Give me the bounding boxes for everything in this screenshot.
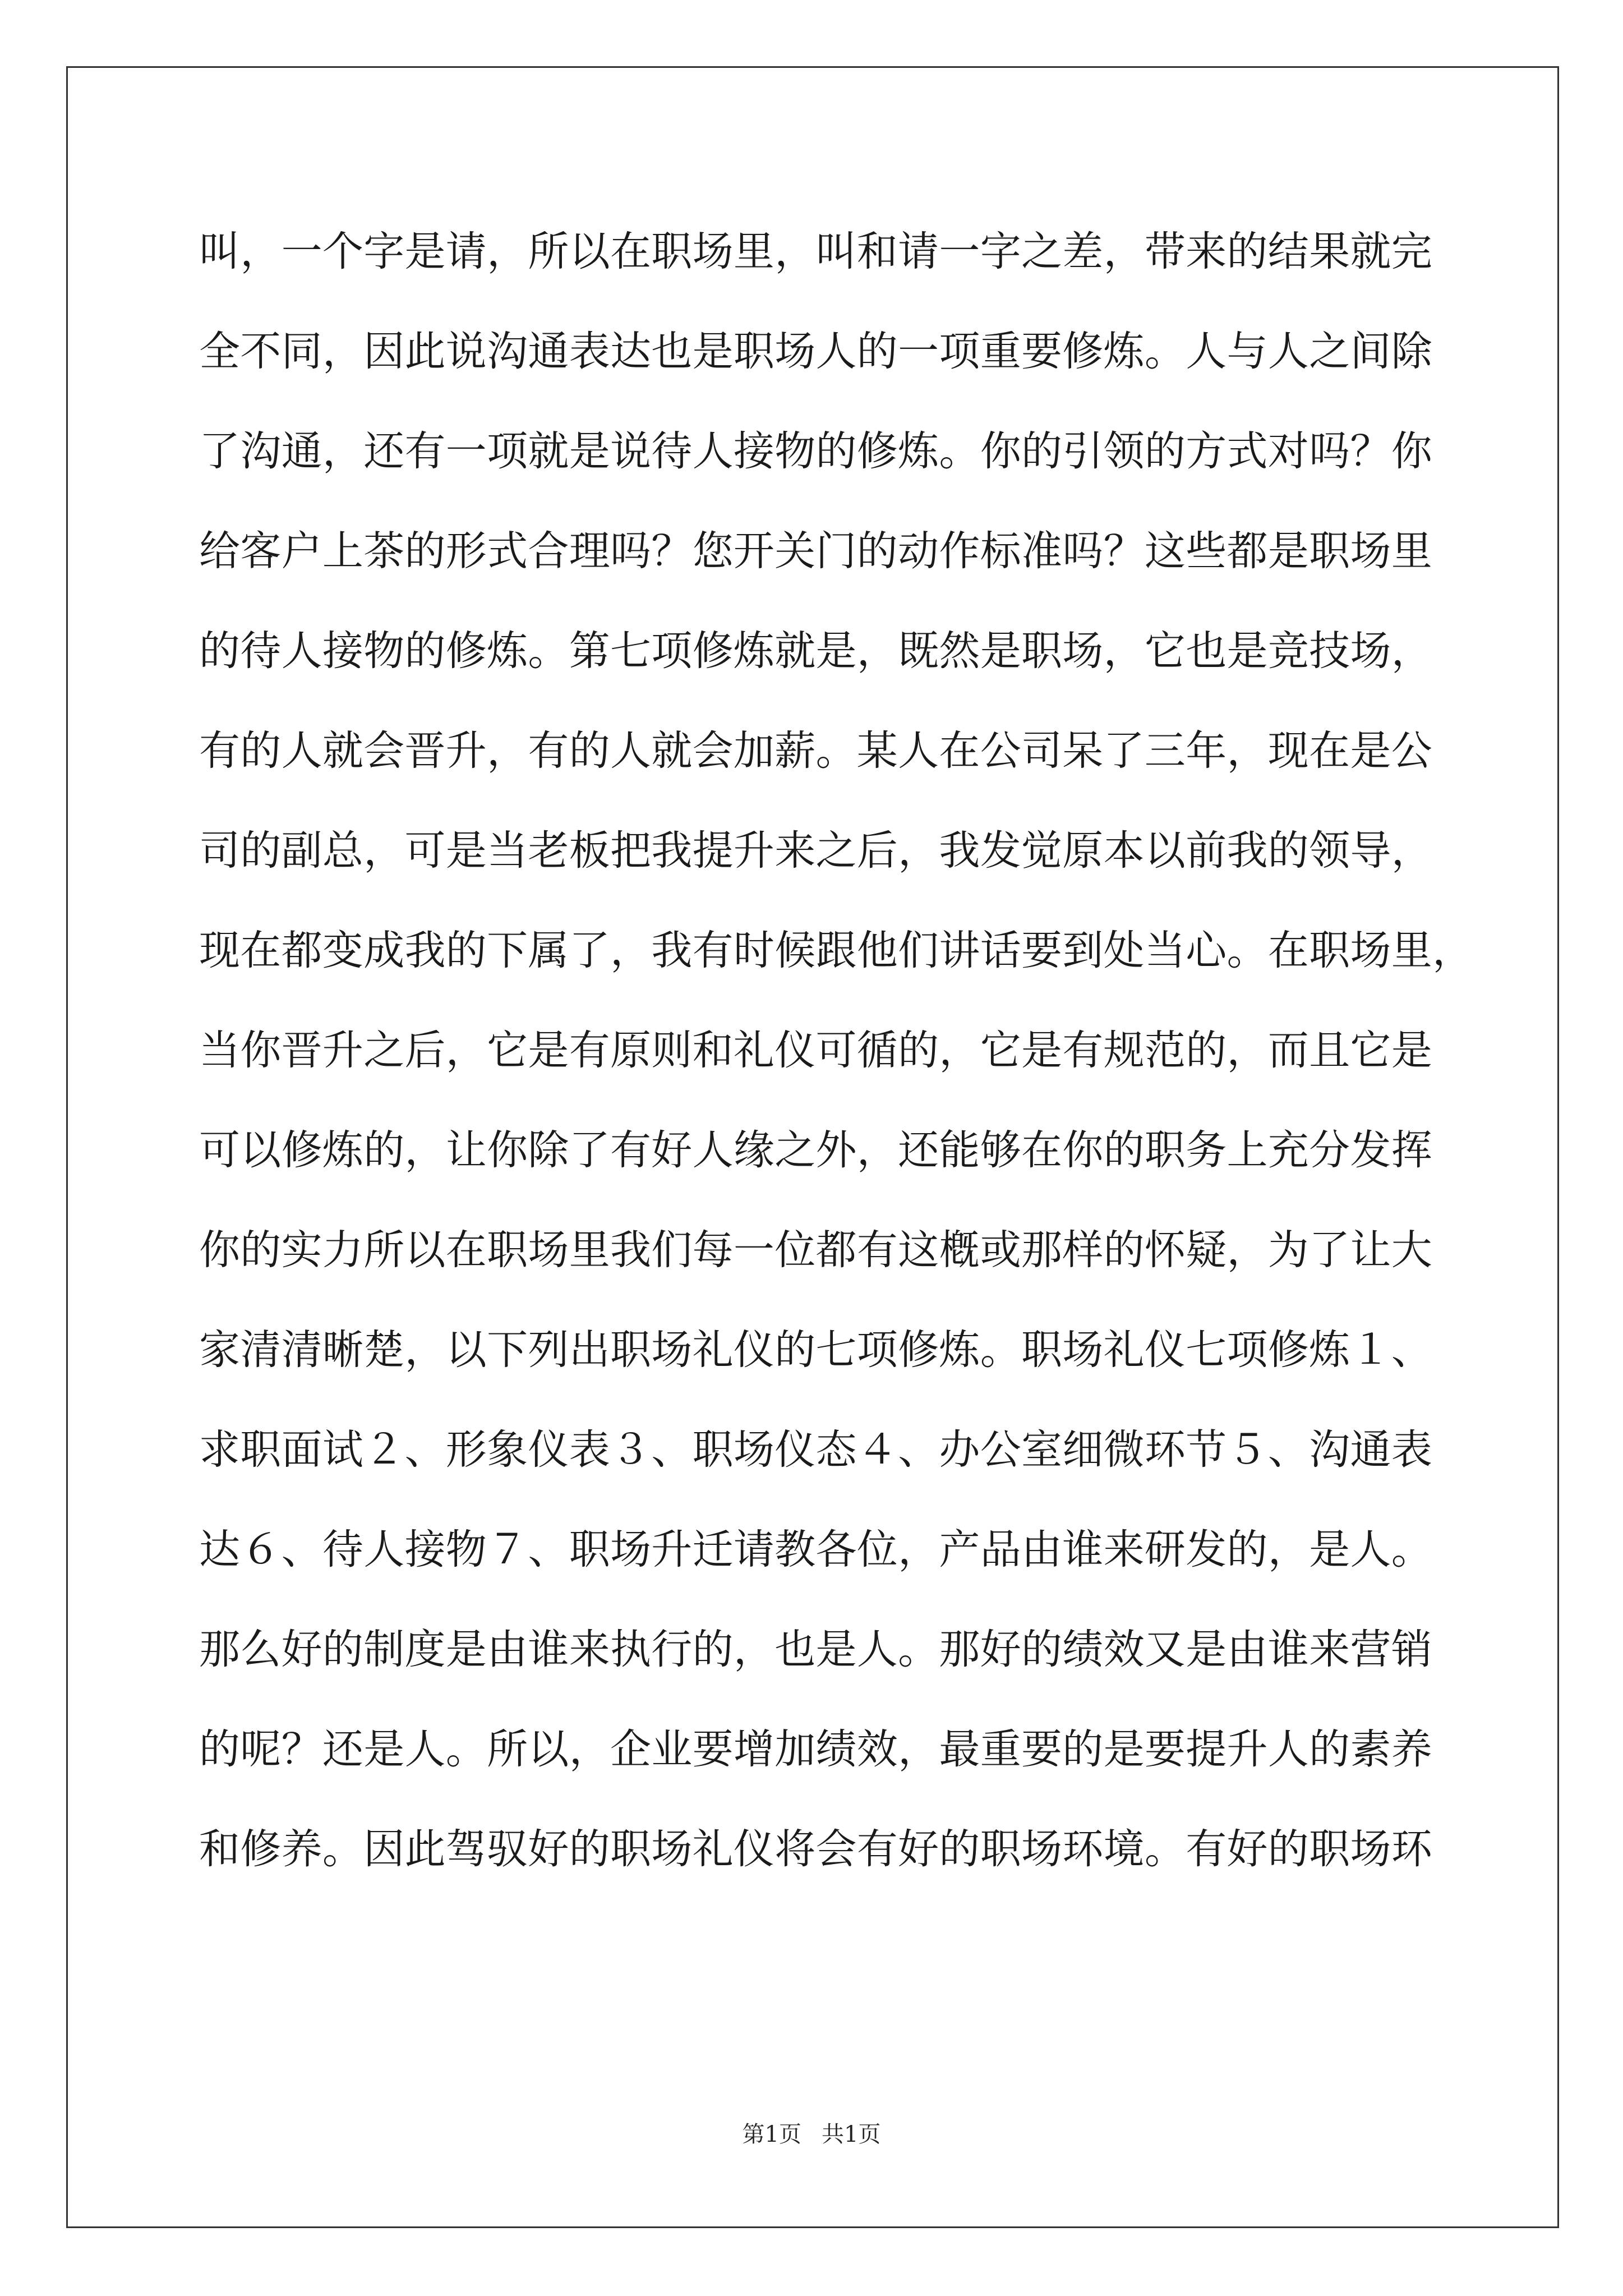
text-line: 叫，一个字是请，所以在职场里，叫和请一字之差，带来的结果就完	[199, 228, 1432, 275]
document-body	[199, 202, 1474, 1899]
text-line: 司的副总，可是当老板把我提升来之后，我发觉原本以前我的领导，	[199, 827, 1432, 875]
text-line: 现在都变成我的下属了，我有时候跟他们讲话要到处当心。在职场里，	[199, 927, 1474, 974]
text-line: 给客户上茶的形式合理吗？您开关门的动作标准吗？这些都是职场里	[199, 527, 1432, 575]
text-line: 可以修炼的，让你除了有好人缘之外，还能够在你的职务上充分发挥	[199, 1126, 1432, 1174]
text-line: 全不同，因此说沟通表达也是职场人的一项重要修炼。人与人之间除	[199, 328, 1432, 375]
text-line: 和修养。因此驾驭好的职场礼仪将会有好的职场环境。有好的职场环	[199, 1825, 1432, 1873]
page-count: 共1页	[822, 2122, 881, 2147]
text-line: 那么好的制度是由谁来执行的，也是人。那好的绩效又是由谁来营销	[199, 1626, 1432, 1673]
text-line: 你的实力所以在职场里我们每一位都有这槪或那样的怀疑，为了让大	[199, 1226, 1432, 1274]
page-number: 第1页	[742, 2122, 801, 2147]
text-line: 的呢？还是人。所以，企业要增加绩效，最重要的是要提升人的素养	[199, 1726, 1432, 1773]
text-line: 的待人接物的修炼。第七项修炼就是，既然是职场，它也是竞技场，	[199, 627, 1432, 675]
text-line: 当你晋升之后，它是有原则和礼仪可循的，它是有规范的，而且它是	[199, 1027, 1432, 1074]
page-footer	[0, 2118, 1623, 2151]
text-line: 达６、待人接物７、职场升迁请教各位，产品由谁来研发的，是人。	[199, 1526, 1432, 1573]
text-line: 有的人就会晋升，有的人就会加薪。某人在公司呆了三年，现在是公	[199, 727, 1432, 775]
text-line: 了沟通，还有一项就是说待人接物的修炼。你的引领的方式对吗？你	[199, 427, 1432, 475]
text-line: 家清清晰楚，以下列出职场礼仪的七项修炼。职场礼仪七项修炼１、	[199, 1326, 1432, 1374]
text-line: 求职面试２、形象仪表３、职场仪态４、办公室细微环节５、沟通表	[199, 1426, 1432, 1474]
